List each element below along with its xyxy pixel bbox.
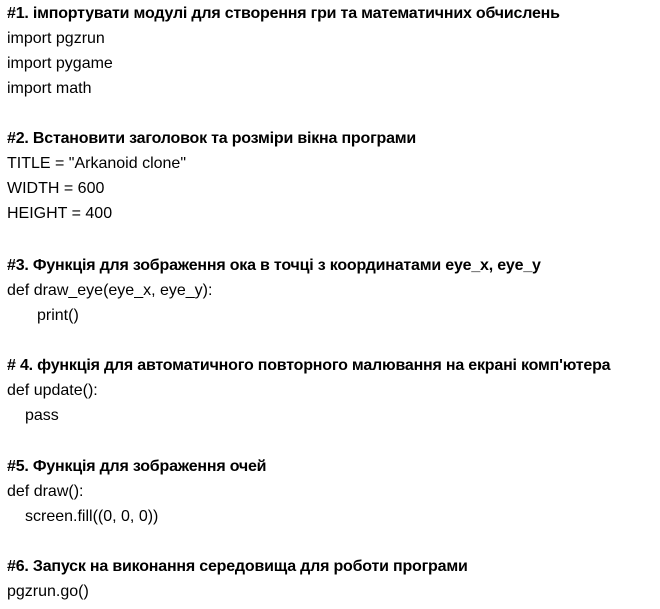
comment-section-4: # 4. функція для автоматичного повторного малювання на екрані комп'ютера: [7, 357, 611, 374]
comment-section-5: #5. Функція для зображення очей: [7, 458, 267, 475]
comment-section-2: #2. Встановити заголовок та розміри вікна програми: [7, 130, 417, 147]
code-line-def-draw: def draw():: [7, 483, 84, 500]
code-line-height: HEIGHT = 400: [7, 205, 113, 222]
code-line-print: print(): [37, 307, 79, 324]
code-line-import-pygame: import pygame: [7, 55, 113, 72]
code-line-import-pgzrun: import pgzrun: [7, 30, 105, 47]
code-line-import-math: import math: [7, 80, 92, 97]
code-line-pass: pass: [25, 407, 59, 424]
code-line-title: TITLE = "Arkanoid clone": [7, 155, 186, 172]
code-line-def-draw-eye: def draw_eye(eye_x, eye_y):: [7, 282, 213, 299]
comment-section-3: #3. Функція для зображення ока в точці з координатами eye_x, eye_y: [7, 257, 541, 274]
code-line-def-update: def update():: [7, 382, 98, 399]
code-line-screen-fill: screen.fill((0, 0, 0)): [25, 508, 159, 525]
code-line-pgzrun-go: pgzrun.go(): [7, 583, 89, 600]
comment-section-6: #6. Запуск на виконання середовища для роботи програми: [7, 558, 468, 575]
comment-section-1: #1. імпортувати модулі для створення гри та математичних обчислень: [7, 5, 560, 22]
code-line-width: WIDTH = 600: [7, 180, 105, 197]
